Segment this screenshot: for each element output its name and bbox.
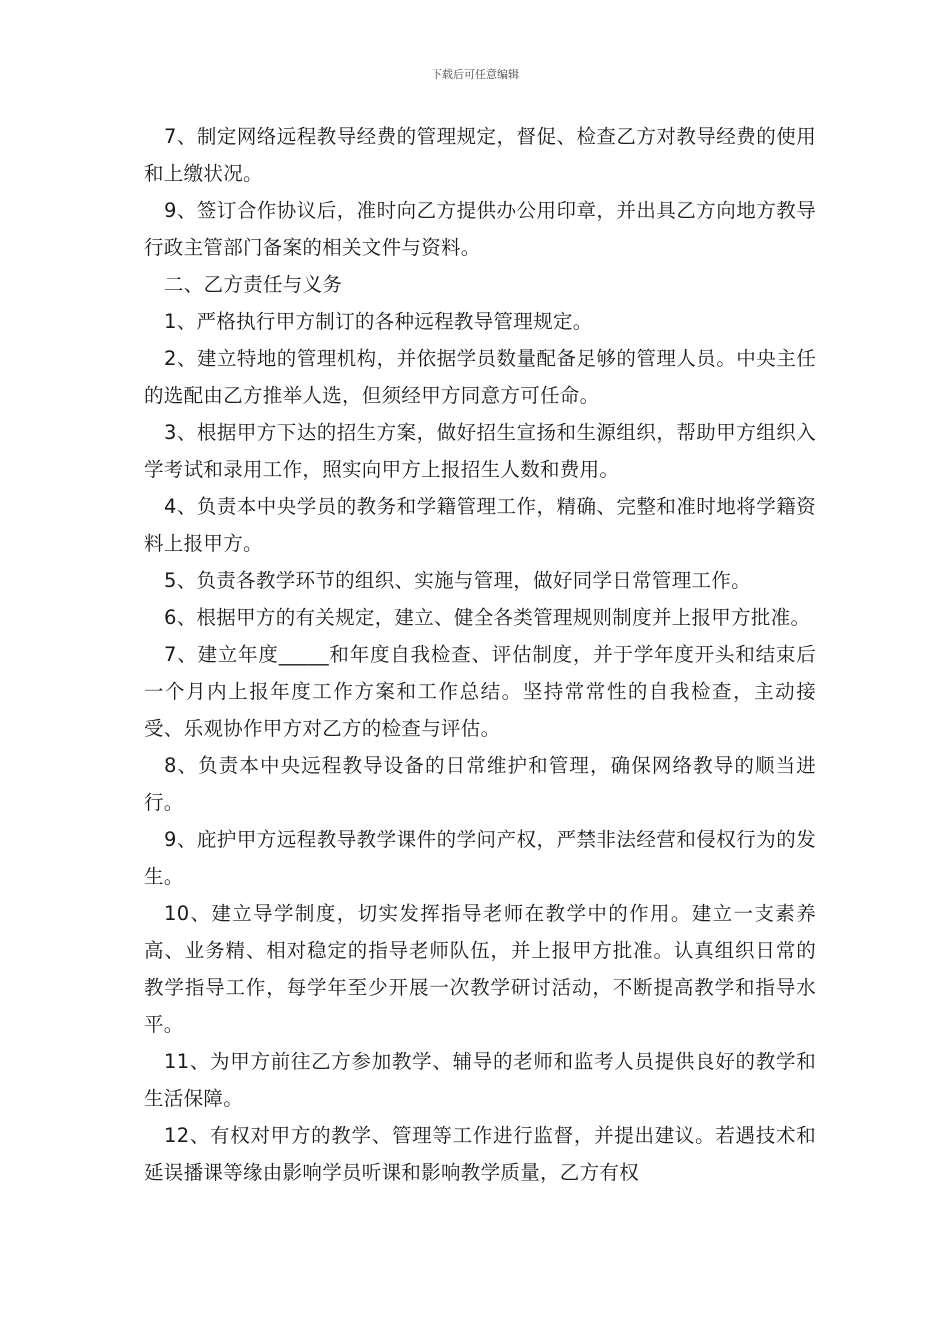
page-header: 下载后可任意编辑 (431, 68, 519, 81)
section-heading-party-b: 二、乙方责任与义务 (164, 273, 343, 296)
paragraph-b10: 10、建立导学制度，切实发挥指导老师在教学中的作用。建立一支素养高、业务精、相对稳定的指导老师队伍，并上报甲方批准。认真组织日常的教学指导工作，每学年至少开展一次教学研讨活动，不断提高教学和指导水平。 (144, 902, 816, 1036)
paragraph-b3: 3、根据甲方下达的招生方案，做好招生宣扬和生源组织，帮助甲方组织入学考试和录用工作，照实向甲方上报招生人数和费用。 (144, 421, 816, 481)
paragraph-b1: 1、严格执行甲方制订的各种远程教导管理规定。 (164, 310, 593, 333)
paragraph-b5: 5、负责各教学环节的组织、实施与管理，做好同学日常管理工作。 (164, 569, 751, 592)
paragraph-b9: 9、庇护甲方远程教导教学课件的学问产权，严禁非法经营和侵权行为的发生。 (144, 828, 816, 888)
paragraph-b12: 12、有权对甲方的教学、管理等工作进行监督，并提出建议。若遇技术和延误播课等缘由影响学员听课和影响教学质量，乙方有权 (144, 1124, 816, 1184)
paragraph-a7: 7、制定网络远程教导经费的管理规定，督促、检查乙方对教导经费的使用和上缴状况。 (144, 125, 816, 185)
paragraph-b6: 6、根据甲方的有关规定，建立、健全各类管理规则制度并上报甲方批准。 (164, 606, 811, 629)
paragraph-b11: 11、为甲方前往乙方参加教学、辅导的老师和监考人员提供良好的教学和生活保障。 (144, 1050, 816, 1110)
paragraph-b7-start: 7、建立年度 (164, 643, 279, 666)
paragraph-b4: 4、负责本中央学员的教务和学籍管理工作，精确、完整和准时地将学籍资料上报甲方。 (144, 495, 816, 555)
paragraph-b7 (144, 636, 816, 747)
document-body (144, 118, 816, 1191)
paragraph-b8: 8、负责本中央远程教导设备的日常维护和管理，确保网络教导的顺当进行。 (144, 754, 816, 814)
paragraph-b2: 2、建立特地的管理机构，并依据学员数量配备足够的管理人员。中央主任的选配由乙方推举人选，但须经甲方同意方可任命。 (144, 347, 816, 407)
paragraph-b7-rest: 和年度自我检查、评估制度，并于学年度开头和结束后一个月内上报年度工作方案和工作总结。坚持常常性的自我检查，主动接受、乐观协作甲方对乙方的检查与评估。 (144, 643, 817, 740)
fill-in-blank: _____ (278, 643, 329, 666)
paragraph-a9: 9、签订合作协议后，准时向乙方提供办公用印章，并出具乙方向地方教导行政主管部门备案的相关文件与资料。 (144, 199, 816, 259)
